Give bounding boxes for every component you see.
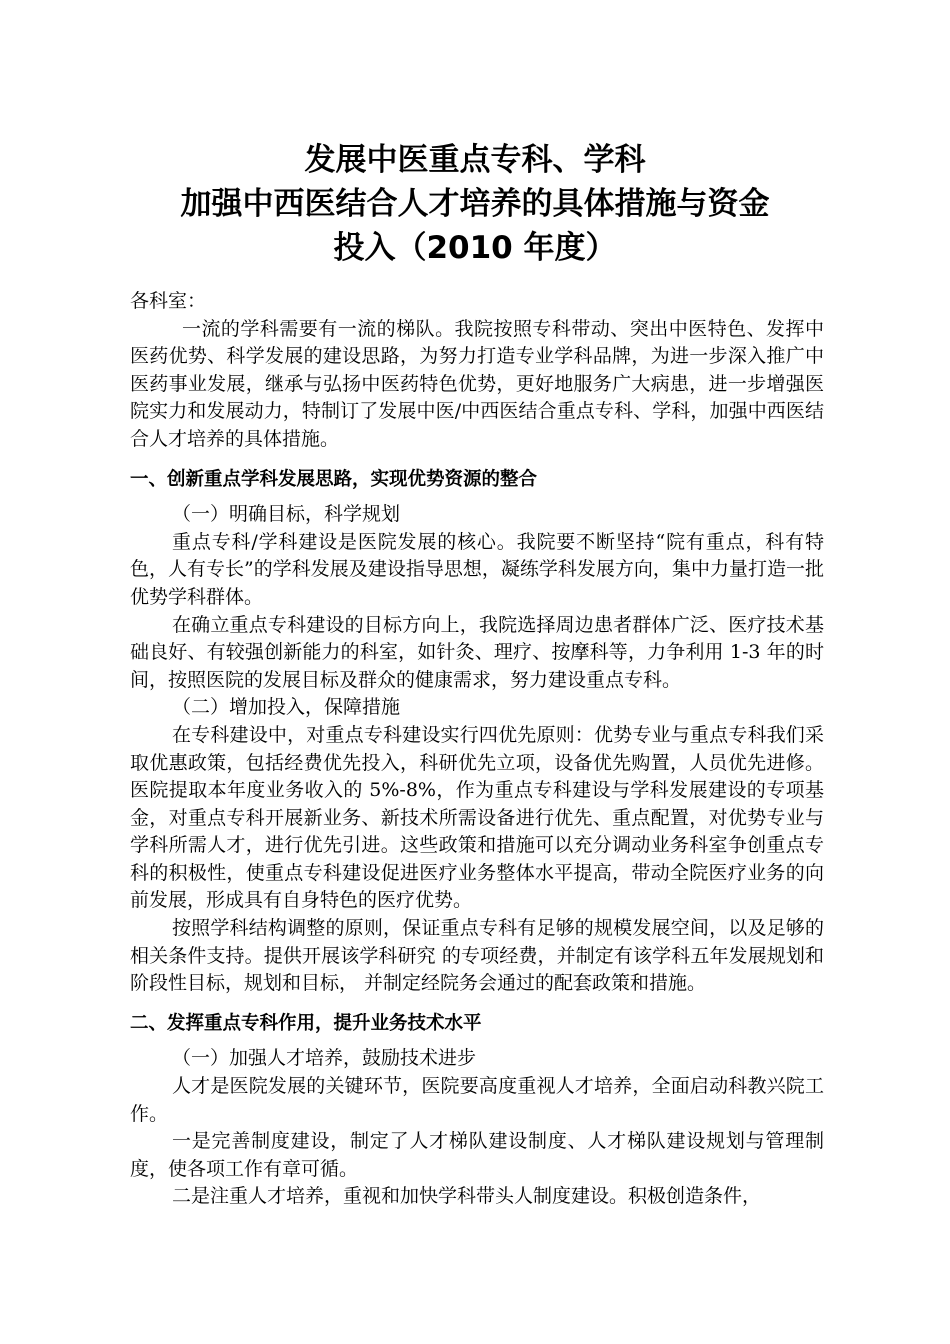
section-2-subheading-1: （一）加强人才培养，鼓励技术进步 (172, 1047, 477, 1070)
section-2-heading: 二、发挥重点专科作用，提升业务技术水平 (130, 1012, 482, 1034)
section-1-paragraph-2: 在确立重点专科建设的目标方向上，我院选择周边患者群体广泛、医疗技术基础良好、有较强创新能力的科室，如针灸、理疗、按摩科等，力争利用 1-3 年的时间，按照医院的发展目标及群众的健康需求，努力建设重点专科。 (130, 613, 824, 691)
salutation: 各科室： (130, 290, 207, 312)
title-line-3: 投入（2010 年度） (333, 230, 617, 266)
section-2-paragraph-3: 二是注重人才培养，重视和加快学科带头人制度建设。积极创造条件， (172, 1185, 762, 1208)
section-1-paragraph-3: 在专科建设中，对重点专科建设实行四优先原则：优势专业与重点专科我们采取优惠政策，包括经费优先投入，科研优先立项，设备优先购置，人员优先进修。医院提取本年度业务收入的 5%-8%，作为重点专科建设与学科发展建设的专项基金，对重点专科开展新业务、新技术所需设备进行优先、重点配置，对优势专业与学科所需人才，进行优先引进。这些政策和措施可以充分调动业务科室争创重点专科的积极性，使重点专科建设促进医疗业务整体水平提高，带动全院医疗业务的向前发展，形成具有自身特色的医疗优势。 (130, 723, 824, 912)
intro-paragraph: 一流的学科需要有一流的梯队。我院按照专科带动、突出中医特色、发挥中医药优势、科学发展的建设思路，为努力打造专业学科品牌，为进一步深入推广中医药事业发展，继承与弘扬中医药特色优势，更好地服务广大病患，进一步增强医院实力和发展动力，特制订了发展中医/中西医结合重点专科、学科，加强中西医结合人才培养的具体措施。 (130, 317, 824, 450)
section-1-paragraph-1: 重点专科/学科建设是医院发展的核心。我院要不断坚持“院有重点，科有特色，人有专长”的学科发展及建设指导思想，凝练学科发展方向，集中力量打造一批优势学科群体。 (130, 530, 824, 608)
document-title (100, 138, 850, 270)
section-1-paragraph-4: 按照学科结构调整的原则，保证重点专科有足够的规模发展空间，以及足够的相关条件支持。提供开展该学科研究 的专项经费，并制定有该学科五年发展规划和阶段性目标，规划和目标， 并制定经院务会通过的配套政策和措施。 (130, 917, 824, 995)
title-line-2: 加强中西医结合人才培养的具体措施与资金 (180, 186, 770, 222)
section-1-subheading-1: （一）明确目标，科学规划 (172, 503, 401, 526)
section-1-subheading-2: （二）增加投入，保障措施 (172, 696, 401, 719)
section-2-paragraph-1: 人才是医院发展的关键环节，医院要高度重视人才培养，全面启动科教兴院工作。 (130, 1075, 824, 1125)
document-body (130, 284, 824, 1211)
title-line-1: 发展中医重点专科、学科 (304, 142, 646, 178)
section-2-paragraph-2: 一是完善制度建设，制定了人才梯队建设制度、人才梯队建设规划与管理制度，使各项工作有章可循。 (130, 1130, 824, 1180)
section-1-heading: 一、创新重点学科发展思路，实现优势资源的整合 (130, 468, 538, 490)
